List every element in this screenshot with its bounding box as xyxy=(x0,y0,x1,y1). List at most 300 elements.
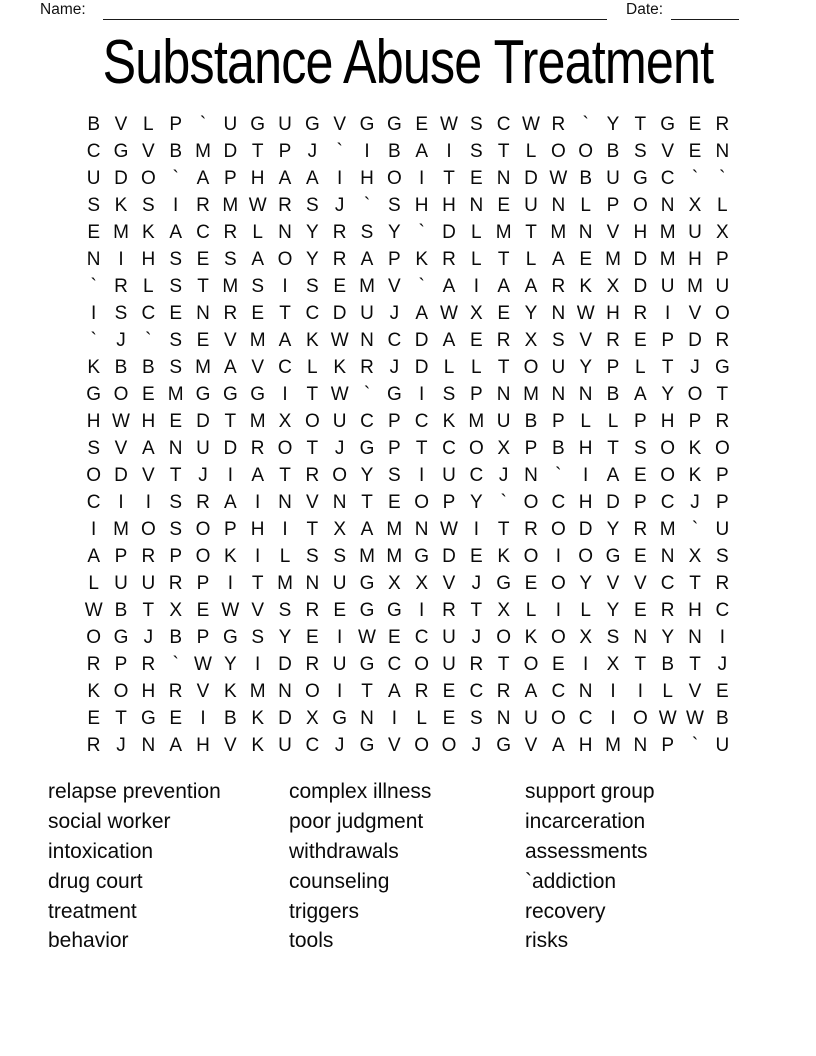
grid-cell: A xyxy=(251,465,264,486)
grid-cell: M xyxy=(550,222,567,243)
grid-cell: N xyxy=(660,195,675,216)
grid-cell: E xyxy=(196,249,210,270)
grid-cell: T xyxy=(142,600,155,621)
grid-cell: H xyxy=(660,411,675,432)
grid-cell: N xyxy=(524,465,538,486)
grid-cell: A xyxy=(169,222,182,243)
grid-cell: T xyxy=(306,438,319,459)
grid-cell: X xyxy=(688,195,702,216)
grid-cell: T xyxy=(251,141,264,162)
grid-cell: J xyxy=(471,573,482,594)
grid-cell: K xyxy=(251,735,264,756)
grid-cell: I xyxy=(364,141,370,162)
grid-cell: B xyxy=(606,141,620,162)
grid-cell: R xyxy=(196,195,210,216)
grid-cell: O xyxy=(550,141,566,162)
grid-cell: R xyxy=(223,303,238,324)
grid-cell: H xyxy=(578,438,593,459)
grid-cell: M xyxy=(222,195,239,216)
grid-cell: I xyxy=(446,141,452,162)
grid-cell: E xyxy=(633,330,647,351)
grid-cell: G xyxy=(250,114,266,135)
grid-cell: Y xyxy=(606,519,620,540)
word-list-item: intoxication xyxy=(48,839,154,863)
grid-cell: S xyxy=(251,276,264,297)
grid-cell: N xyxy=(86,249,101,270)
grid-cell: N xyxy=(578,681,593,702)
grid-cell: I xyxy=(255,492,261,513)
grid-cell: N xyxy=(196,303,210,324)
grid-cell: I xyxy=(419,465,425,486)
grid-cell: U xyxy=(196,438,210,459)
grid-cell: A xyxy=(387,681,401,702)
grid-cell: P xyxy=(606,195,620,216)
grid-cell: N xyxy=(278,492,292,513)
grid-cell: V xyxy=(579,330,592,351)
grid-cell: I xyxy=(419,600,425,621)
grid-cell: C xyxy=(469,681,484,702)
grid-cell: X xyxy=(524,330,538,351)
grid-cell: V xyxy=(223,735,237,756)
grid-cell: U xyxy=(551,357,566,378)
grid-cell: W xyxy=(549,168,568,189)
grid-cell: O xyxy=(687,384,703,405)
grid-cell: A xyxy=(251,249,264,270)
grid-cell: D xyxy=(578,519,593,540)
grid-cell: U xyxy=(332,654,347,675)
grid-cell: C xyxy=(660,573,675,594)
grid-cell: E xyxy=(305,627,319,648)
grid-cell: M xyxy=(687,276,703,297)
grid-cell: P xyxy=(661,735,674,756)
grid-cell: H xyxy=(606,303,620,324)
date-label: Date: xyxy=(626,1,664,18)
grid-cell: E xyxy=(333,600,346,621)
letter-grid xyxy=(80,111,736,759)
grid-cell: R xyxy=(442,249,456,270)
grid-cell: U xyxy=(496,411,511,432)
grid-cell: R xyxy=(442,600,456,621)
grid-cell: K xyxy=(688,465,702,486)
grid-cell: H xyxy=(360,168,374,189)
grid-cell: B xyxy=(114,357,128,378)
grid-cell: ` xyxy=(691,519,699,540)
grid-cell: A xyxy=(360,519,374,540)
grid-cell: O xyxy=(195,519,211,540)
grid-cell: ` xyxy=(582,114,589,135)
grid-cell: P xyxy=(114,654,128,675)
grid-cell: Y xyxy=(579,357,592,378)
grid-cell: G xyxy=(222,384,238,405)
grid-cell: A xyxy=(360,249,374,270)
grid-cell: O xyxy=(578,141,594,162)
grid-cell: O xyxy=(660,438,676,459)
grid-cell: O xyxy=(714,303,730,324)
grid-cell: U xyxy=(278,735,292,756)
grid-cell: A xyxy=(169,735,182,756)
grid-cell: J xyxy=(471,735,482,756)
grid-cell: ` xyxy=(145,330,152,351)
grid-cell: U xyxy=(332,411,347,432)
grid-cell: J xyxy=(334,735,345,756)
grid-cell: P xyxy=(688,411,702,432)
grid-cell: D xyxy=(688,330,702,351)
grid-cell: U xyxy=(332,573,347,594)
grid-cell: G xyxy=(140,708,156,729)
grid-cell: E xyxy=(333,276,346,297)
grid-cell: Y xyxy=(606,114,620,135)
grid-cell: K xyxy=(579,276,592,297)
grid-cell: O xyxy=(578,546,594,567)
grid-cell: S xyxy=(169,492,182,513)
grid-cell: C xyxy=(86,492,101,513)
grid-cell: J xyxy=(307,141,318,162)
grid-cell: R xyxy=(715,330,730,351)
grid-cell: Y xyxy=(305,249,319,270)
grid-cell: ` xyxy=(199,114,207,135)
grid-cell: C xyxy=(278,357,292,378)
grid-cell: D xyxy=(633,249,648,270)
grid-cell: C xyxy=(414,411,429,432)
grid-cell: T xyxy=(115,708,127,729)
grid-cell: P xyxy=(442,492,456,513)
grid-cell: R xyxy=(715,114,730,135)
grid-cell: V xyxy=(524,735,538,756)
grid-cell: O xyxy=(304,681,320,702)
grid-cell: S xyxy=(551,330,565,351)
grid-cell: O xyxy=(714,438,730,459)
grid-cell: K xyxy=(497,546,510,567)
grid-cell: C xyxy=(196,222,210,243)
grid-cell: U xyxy=(442,465,456,486)
grid-cell: D xyxy=(196,411,210,432)
grid-cell: R xyxy=(196,492,210,513)
grid-cell: R xyxy=(332,249,347,270)
grid-cell: I xyxy=(555,546,561,567)
grid-cell: E xyxy=(551,654,565,675)
word-list-item: complex illness xyxy=(289,780,432,803)
grid-cell: W xyxy=(440,303,458,324)
grid-cell: E xyxy=(715,681,729,702)
grid-cell: U xyxy=(715,735,730,756)
grid-cell: I xyxy=(227,465,233,486)
grid-cell: W xyxy=(330,384,349,405)
grid-cell: K xyxy=(688,438,702,459)
grid-cell: V xyxy=(141,465,155,486)
grid-cell: S xyxy=(278,600,292,621)
grid-cell: L xyxy=(143,276,154,297)
grid-cell: I xyxy=(145,492,151,513)
grid-cell: N xyxy=(578,384,593,405)
grid-cell: A xyxy=(551,249,565,270)
grid-cell: L xyxy=(635,357,646,378)
grid-cell: T xyxy=(497,654,510,675)
grid-cell: O xyxy=(550,519,566,540)
grid-cell: V xyxy=(442,573,456,594)
grid-cell: X xyxy=(415,573,428,594)
grid-cell: B xyxy=(387,141,401,162)
grid-cell: S xyxy=(169,330,182,351)
word-list-item: triggers xyxy=(289,899,360,923)
grid-cell: ` xyxy=(172,168,179,189)
grid-cell: L xyxy=(525,600,537,621)
grid-cell: ` xyxy=(719,168,726,189)
grid-cell: O xyxy=(140,168,156,189)
word-list-item: tools xyxy=(289,929,334,953)
grid-cell: O xyxy=(468,438,484,459)
grid-cell: S xyxy=(469,708,483,729)
grid-cell: M xyxy=(386,546,403,567)
grid-cell: U xyxy=(660,276,675,297)
grid-cell: O xyxy=(550,627,566,648)
grid-cell: W xyxy=(112,411,130,432)
grid-cell: N xyxy=(578,222,593,243)
grid-cell: S xyxy=(633,438,647,459)
grid-cell: N xyxy=(278,681,292,702)
grid-cell: L xyxy=(717,195,728,216)
grid-cell: U xyxy=(606,168,620,189)
grid-cell: O xyxy=(523,492,539,513)
grid-cell: C xyxy=(578,708,593,729)
word-list-item: behavior xyxy=(48,929,129,953)
grid-cell: P xyxy=(524,438,538,459)
word-list-item: social worker xyxy=(48,809,171,833)
grid-cell: T xyxy=(497,519,510,540)
grid-cell: A xyxy=(551,735,565,756)
grid-cell: R xyxy=(360,357,374,378)
grid-cell: I xyxy=(91,303,97,324)
grid-cell: E xyxy=(196,330,210,351)
word-list-item: drug court xyxy=(48,869,143,893)
grid-cell: L xyxy=(525,141,537,162)
grid-cell: C xyxy=(660,492,675,513)
grid-cell: M xyxy=(249,330,266,351)
grid-cell: W xyxy=(522,114,540,135)
grid-cell: M xyxy=(195,357,211,378)
grid-cell: I xyxy=(91,519,97,540)
grid-cell: A xyxy=(524,681,538,702)
grid-cell: K xyxy=(87,681,100,702)
word-column-1 xyxy=(48,777,221,956)
grid-cell: T xyxy=(361,492,373,513)
grid-cell: K xyxy=(442,411,456,432)
grid-cell: G xyxy=(113,141,129,162)
grid-cell: D xyxy=(414,357,429,378)
grid-cell: O xyxy=(195,546,211,567)
grid-cell: P xyxy=(661,330,674,351)
grid-cell: M xyxy=(249,411,266,432)
grid-cell: C xyxy=(141,303,156,324)
grid-cell: W xyxy=(686,708,704,729)
grid-cell: H xyxy=(141,681,156,702)
grid-cell: C xyxy=(360,411,374,432)
grid-cell: R xyxy=(496,330,511,351)
grid-cell: S xyxy=(305,546,319,567)
grid-cell: L xyxy=(471,357,482,378)
grid-cell: P xyxy=(196,573,210,594)
grid-cell: J xyxy=(116,330,126,351)
grid-cell: J xyxy=(116,735,126,756)
grid-cell: Y xyxy=(606,600,620,621)
grid-cell: D xyxy=(633,276,648,297)
grid-cell: ` xyxy=(90,330,97,351)
grid-cell: M xyxy=(195,141,211,162)
grid-cell: R xyxy=(114,276,128,297)
grid-cell: M xyxy=(495,222,512,243)
grid-cell: O xyxy=(550,573,566,594)
grid-cell: H xyxy=(414,195,429,216)
grid-cell: N xyxy=(414,519,429,540)
grid-cell: T xyxy=(689,573,701,594)
grid-cell: X xyxy=(169,600,182,621)
grid-cell: I xyxy=(118,249,124,270)
grid-cell: T xyxy=(497,357,510,378)
grid-cell: ` xyxy=(336,141,343,162)
grid-cell: K xyxy=(87,357,100,378)
grid-cell: N xyxy=(496,384,511,405)
grid-cell: P xyxy=(387,249,401,270)
grid-cell: D xyxy=(278,654,292,675)
grid-cell: V xyxy=(387,276,401,297)
grid-cell: H xyxy=(688,600,702,621)
grid-cell: S xyxy=(387,465,401,486)
grid-cell: U xyxy=(141,573,156,594)
grid-cell: U xyxy=(442,627,456,648)
grid-cell: T xyxy=(279,303,291,324)
grid-cell: R xyxy=(86,735,101,756)
grid-cell: ` xyxy=(555,465,562,486)
grid-cell: E xyxy=(196,600,210,621)
grid-cell: X xyxy=(715,222,729,243)
word-list-item: withdrawals xyxy=(289,839,399,863)
grid-cell: I xyxy=(118,492,124,513)
grid-cell: B xyxy=(223,708,237,729)
grid-cell: J xyxy=(198,465,208,486)
grid-cell: B xyxy=(551,438,565,459)
grid-cell: I xyxy=(255,546,261,567)
grid-cell: I xyxy=(337,627,343,648)
grid-cell: O xyxy=(277,249,293,270)
grid-cell: M xyxy=(659,222,676,243)
grid-cell: L xyxy=(443,357,455,378)
grid-cell: M xyxy=(113,222,129,243)
grid-cell: T xyxy=(716,384,729,405)
grid-cell: V xyxy=(196,681,210,702)
grid-cell: R xyxy=(250,438,265,459)
word-list-item: assessments xyxy=(525,839,648,863)
grid-cell: A xyxy=(196,168,210,189)
grid-cell: K xyxy=(333,357,346,378)
grid-cell: V xyxy=(688,681,702,702)
grid-cell: U xyxy=(223,114,238,135)
grid-cell: N xyxy=(633,735,648,756)
grid-cell: C xyxy=(86,141,101,162)
grid-cell: E xyxy=(87,708,100,729)
grid-cell: B xyxy=(141,357,155,378)
grid-cell: G xyxy=(86,384,102,405)
grid-cell: G xyxy=(386,384,402,405)
grid-cell: U xyxy=(524,195,538,216)
grid-cell: ` xyxy=(691,735,699,756)
grid-cell: N xyxy=(551,303,566,324)
grid-cell: N xyxy=(496,168,511,189)
grid-cell: I xyxy=(555,600,561,621)
grid-cell: U xyxy=(278,114,292,135)
grid-cell: K xyxy=(114,195,128,216)
grid-cell: T xyxy=(306,519,319,540)
grid-cell: E xyxy=(387,627,401,648)
grid-cell: V xyxy=(606,222,620,243)
grid-cell: H xyxy=(141,249,156,270)
grid-cell: A xyxy=(305,168,319,189)
grid-cell: V xyxy=(223,330,237,351)
grid-cell: P xyxy=(633,411,647,432)
grid-cell: Y xyxy=(305,222,319,243)
grid-cell: N xyxy=(633,627,648,648)
grid-cell: V xyxy=(305,492,319,513)
grid-cell: X xyxy=(606,654,620,675)
grid-cell: G xyxy=(386,114,402,135)
grid-cell: E xyxy=(633,546,647,567)
grid-cell: A xyxy=(415,141,428,162)
grid-cell: D xyxy=(223,141,238,162)
grid-cell: A xyxy=(278,330,292,351)
grid-cell: C xyxy=(414,627,429,648)
grid-cell: L xyxy=(580,195,591,216)
grid-cell: G xyxy=(496,573,512,594)
grid-cell: ` xyxy=(172,654,179,675)
grid-cell: J xyxy=(143,627,154,648)
grid-cell: E xyxy=(87,222,100,243)
grid-cell: I xyxy=(473,276,479,297)
grid-cell: R xyxy=(168,573,183,594)
grid-cell: P xyxy=(223,519,237,540)
word-list-item: recovery xyxy=(525,899,606,923)
grid-cell: M xyxy=(167,384,184,405)
grid-cell: P xyxy=(633,492,647,513)
grid-cell: E xyxy=(442,681,456,702)
grid-cell: S xyxy=(169,249,182,270)
grid-cell: C xyxy=(305,735,320,756)
grid-cell: L xyxy=(580,411,591,432)
grid-cell: R xyxy=(305,465,320,486)
grid-cell: N xyxy=(551,195,566,216)
grid-cell: A xyxy=(606,465,620,486)
grid-cell: I xyxy=(391,708,397,729)
grid-cell: G xyxy=(359,438,375,459)
grid-cell: M xyxy=(359,276,375,297)
grid-cell: A xyxy=(141,438,155,459)
grid-cell: N xyxy=(469,195,484,216)
grid-cell: C xyxy=(305,303,320,324)
grid-cell: O xyxy=(550,708,566,729)
grid-cell: B xyxy=(606,384,620,405)
grid-cell: Y xyxy=(524,303,538,324)
grid-cell: T xyxy=(361,681,373,702)
grid-cell: A xyxy=(442,276,456,297)
grid-cell: K xyxy=(141,222,155,243)
grid-cell: P xyxy=(715,492,729,513)
grid-cell: X xyxy=(469,303,483,324)
grid-cell: N xyxy=(496,708,511,729)
grid-cell: O xyxy=(414,735,430,756)
grid-cell: V xyxy=(141,141,155,162)
page-title: Substance Abuse Treatment xyxy=(102,28,714,97)
grid-cell: T xyxy=(497,249,510,270)
grid-cell: I xyxy=(282,384,288,405)
grid-cell: T xyxy=(306,384,319,405)
grid-cell: I xyxy=(719,627,725,648)
